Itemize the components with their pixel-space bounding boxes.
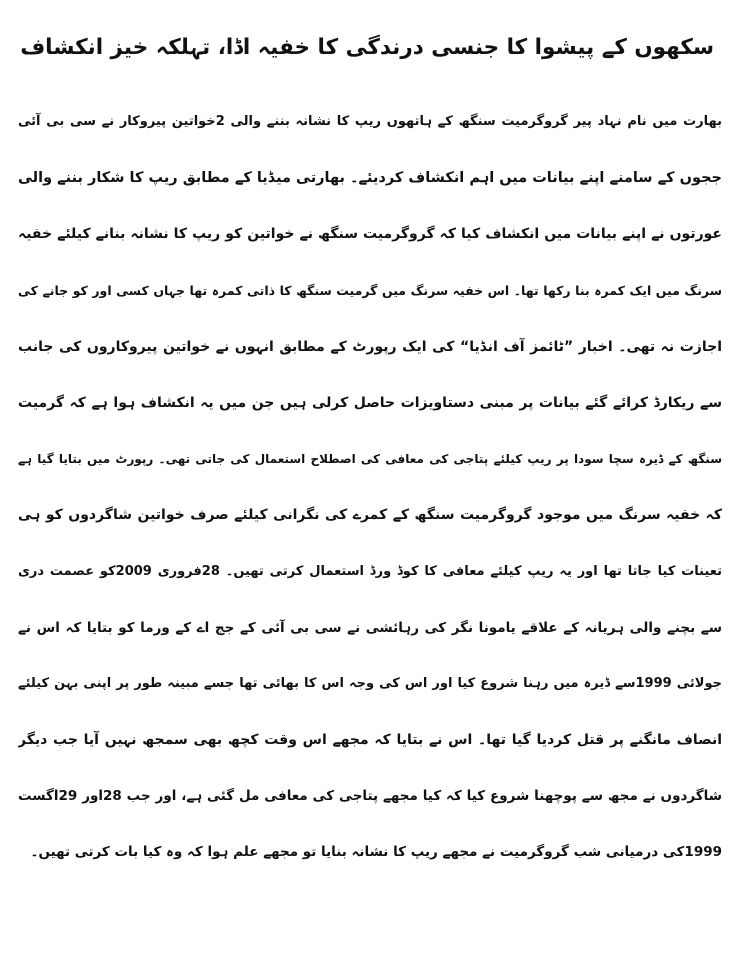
body-line: عورتوں نے اپنے بیانات میں انکشاف کیا کہ گروگرمیت سنگھ نے خواتین کو ریپ کا نشانہ بنانے کیلئے خفیہ xyxy=(18,226,722,243)
body-line: 1999کی درمیانی شب گروگرمیت نے مجھے ریپ کا نشانہ بنایا تو مجھے علم ہوا کہ وہ کیا بات کرتی تھیں۔ xyxy=(30,844,722,861)
body-line: شاگردوں نے مجھ سے پوچھنا شروع کیا کہ کیا مجھے پتاجی کی معافی مل گئی ہے، اور جب 28اور 29اگست xyxy=(18,788,722,805)
body-line: سے بچنے والی ہریانہ کے علاقے یامونا نگر کی رہائشی نے سی بی آئی کے جج اے کے ورما کو بتایا کہ اس نے xyxy=(18,619,722,636)
body-line: سے ریکارڈ کرائے گئے بیانات پر مبنی دستاویزات حاصل کرلی ہیں جن میں یہ انکشاف ہوا ہے کہ گرمیت xyxy=(18,394,722,411)
article-body xyxy=(18,94,722,881)
body-line: جولائی 1999سے ڈیرہ میں رہنا شروع کیا اور اس کی وجہ اس کا بھائی تھا جسے مبینہ طور پر اپنی بہن کیلئے xyxy=(18,675,722,691)
body-line: بھارت میں نام نہاد پیر گروگرمیت سنگھ کے ہاتھوں ریپ کا نشانہ بننے والی 2خواتین پیروکار نے سی بی آئی xyxy=(18,114,722,129)
body-line: انصاف مانگنے پر قتل کردیا گیا تھا۔ اس نے بتایا کہ مجھے اس وقت کچھ بھی سمجھ نہیں آیا جب دیگر xyxy=(18,732,722,749)
body-line: سرنگ میں ایک کمرہ بنا رکھا تھا۔ اس خفیہ سرنگ میں گرمیت سنگھ کا ذاتی کمرہ تھا جہاں کسی اور کو جانے کی xyxy=(18,282,722,298)
body-line: اجازت نہ تھی۔ اخبار ”ٹائمز آف انڈیا“ کی ایک رپورٹ کے مطابق انہوں نے خواتین پیروکاروں کی جانب xyxy=(18,338,722,355)
body-line: ججوں کے سامنے اپنے بیانات میں اہم انکشاف کردیئے۔ بھارتی میڈیا کے مطابق ریپ کا شکار بننے والی xyxy=(18,170,722,187)
body-line: کہ خفیہ سرنگ میں موجود گروگرمیت سنگھ کے کمرے کی نگرانی کیلئے صرف خواتین شاگردوں کو ہی xyxy=(18,507,722,524)
body-line: تعینات کیا جاتا تھا اور یہ ریپ کیلئے معافی کا کوڈ ورڈ استعمال کرتی تھیں۔ 28فروری 2009کو عصمت دری xyxy=(18,563,722,579)
body-line: سنگھ کے ڈیرہ سچا سودا پر ریپ کیلئے پتاجی کی معافی کی اصطلاح استعمال کی جاتی تھی۔ رپورٹ میں بتایا گیا ہے xyxy=(18,452,722,467)
article-headline: سکھوں کے پیشوا کا جنسی درندگی کا خفیہ اڈا، تہلکہ خیز انکشاف xyxy=(20,35,714,60)
